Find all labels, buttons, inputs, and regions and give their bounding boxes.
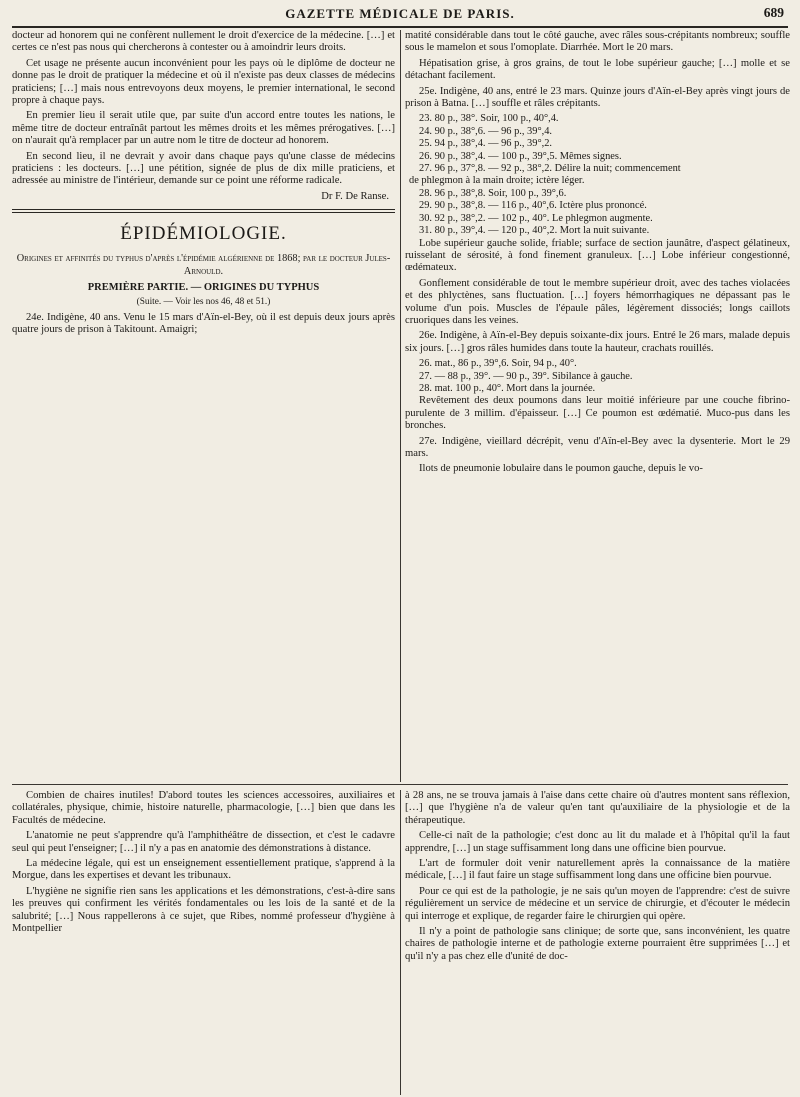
section-title: ÉPIDÉMIOLOGIE. <box>120 223 287 245</box>
paragraph: La médecine légale, qui est un enseignement essentiellement pratique, s'apprend à la Morgue, dans les expertises et devant les tribunaux. <box>12 858 395 882</box>
paragraph: 27e. Indigène, vieillard décrépit, venu d'Aïn-el-Bey avec la dysenterie. Mort le 29 mars. <box>405 435 790 459</box>
data-line: 26. mat., 86 p., 39°,6. Soir, 94 p., 40°. <box>419 358 577 370</box>
observation-data-26 <box>405 358 790 395</box>
paragraph: docteur ad honorem qui ne confèrent nullement le droit d'exercice de la médecine. […] et certes ce n'est pas nous qui chercherons à contester ou à amoindrir leurs droits. <box>12 30 395 54</box>
page-header <box>12 2 788 28</box>
column-divider <box>400 790 401 1095</box>
paragraph: Il n'y a point de pathologie sans clinique; de sorte que, sans inconvénient, les quatre chaires de pathologie interne et de pathologie externe pourraient être supprimées […] et qu'il n'y a pas chez elle d'unité de doc- <box>405 926 790 962</box>
paragraph: L'hygiène ne signifie rien sans les applications et les démonstrations, c'est-à-dire sans les preuves qui confirment les vérités fondamentales ou les lois de la santé et de la salubrité; […] Nous rappellerons à ce sujet, que Ribes, nommé professeur d'hygiène à Montpellier <box>12 885 395 935</box>
paragraph: à 28 ans, ne se trouva jamais à l'aise dans cette chaire où d'autres montent sans réflexion, […] que l'hygiène n'a de valeur qu'en tant qu'auxiliaire de la physiologie et de la thérapeutique. <box>405 790 790 826</box>
paragraph: Pour ce qui est de la pathologie, je ne sais qu'un moyen de l'apprendre: c'est de suivre régulièrement un service de médecine et un service de chirurgie, et d'écouter le médecin qui interroge et explique, de regarder faire le chirurgien qui opère. <box>405 885 790 922</box>
data-line: 26. 90 p., 38°,4. — 100 p., 39°,5. Mêmes signes. <box>419 150 622 162</box>
data-line: 28. 96 p., 38°,8. Soir, 100 p., 39°,6. <box>419 187 567 199</box>
data-line: 23. 80 p., 38°. Soir, 100 p., 40°,4. <box>419 113 559 125</box>
paragraph: Ilots de pneumonie lobulaire dans le poumon gauche, depuis le vo- <box>419 463 703 475</box>
paragraph: Lobe supérieur gauche solide, friable; surface de section jaunâtre, d'aspect gélatineux, ruisselant de sérosité, à fond finement granuleux. […] Lobe inférieur congestionné, œdémateux. <box>405 237 790 274</box>
column-3 <box>12 790 395 1095</box>
paragraph: Hépatisation grise, à gros grains, de tout le lobe supérieur gauche; […] molle et se détachant facilement. <box>405 57 790 82</box>
data-line: 31. 80 p., 39°,4. — 120 p., 40°,2. Mort la nuit suivante. <box>419 225 650 237</box>
column-divider <box>400 30 401 782</box>
continuation-note: (Suite. — Voir les nos 46, 48 et 51.) <box>136 296 271 307</box>
paragraph: 25e. Indigène, 40 ans, entré le 23 mars. Quinze jours d'Aïn-el-Bey après vingt jours de prison à Batna. […] souffle et râles crépitants. <box>405 85 790 110</box>
observation-data-25 <box>405 113 790 237</box>
paragraph: L'anatomie ne peut s'apprendre qu'à l'amphithéâtre de dissection, et c'est le cadavre seul qui peut l'enseigner; […] il n'y a pas en anatomie des démonstrations à distance. <box>12 830 395 854</box>
paragraph: En second lieu, il ne devrait y avoir dans chaque pays qu'une classe de médecins praticiens : les docteurs. […] une pétition, signée de plus de dix mille praticiens, et adressée au ministre de l'intérieur, demande sur ce point une réforme radicale. <box>12 150 395 187</box>
page-number: 689 <box>763 5 784 20</box>
column-4 <box>405 790 790 1095</box>
data-line: 28. mat. 100 p., 40°. Mort dans la journée. <box>419 382 596 394</box>
paragraph: 24e. Indigène, 40 ans. Venu le 15 mars d'Aïn-el-Bey, où il est depuis deux jours après quatre jours de prison à Takitount. Amaigri; <box>12 311 395 336</box>
paragraph: 26e. Indigène, à Aïn-el-Bey depuis soixante-dix jours. Entré le 26 mars, malade depuis six jours. […] gros râles humides dans toute la hauteur, crachats rouillés. <box>405 330 790 354</box>
data-line: 24. 90 p., 38°,6. — 96 p., 39°,4. <box>419 125 552 137</box>
article-title: Origines et affinités du typhus d'après l'épidémie algérienne de 1868; par le docteur Jules-Arnould. <box>16 253 391 277</box>
column-2 <box>405 30 790 780</box>
signature: Dr F. De Ranse. <box>321 190 389 202</box>
data-line: 27. 96 p., 37°,8. — 92 p., 38°,2. Délire la nuit; commencement <box>419 163 681 175</box>
paragraph: Celle-ci naît de la pathologie; c'est donc au lit du malade et à l'hôpital qu'il la faut apprendre, […] un stage suffisamment long dans une officine bien pourvue. <box>405 830 790 854</box>
paragraph: Combien de chaires inutiles! D'abord toutes les sciences accessoires, auxiliaires et collatérales, physique, chimie, histoire naturelle, pharmacologie, […] bien que dans les Facultés de médecine. <box>12 790 395 826</box>
journal-title: GAZETTE MÉDICALE DE PARIS. <box>285 6 515 21</box>
section-rule <box>12 209 395 213</box>
paragraph: Gonflement considérable de tout le membre supérieur droit, avec des taches violacées et des phlyctènes, sans fluctuation. […] foyers hémorrhagiques ne dépassant pas le volume d'un pois. Muscles de l'épaule pâles, légèrement dissociés; longs caillots cruoriques dans les veines. <box>405 277 790 326</box>
column-1 <box>12 30 395 780</box>
data-line: 30. 92 p., 38°,2. — 102 p., 40°. Le phlegmon augmente. <box>419 212 653 224</box>
paragraph: Revêtement des deux poumons dans leur moitié inférieure par une couche fibrino-purulente de 3 millim. d'épaisseur. […] Ce poumon est œdématié. Muco-pus dans les bronches. <box>405 395 790 432</box>
feuilleton-rule <box>12 784 788 785</box>
data-line: de phlegmon à la main droite; ictère léger. <box>409 175 585 187</box>
paragraph: En premier lieu il serait utile que, par suite d'un accord entre toutes les nations, le même titre de docteur entraînât partout les mêmes droits et les mêmes prérogatives. […] on n'aurait qu'à remplacer par un autre nom le titre de docteur ad honorem. <box>12 110 395 147</box>
paragraph: L'art de formuler doit venir naturellement après la connaissance de la matière médicale, […] il faut faire un stage suffisamment long dans une officine bien pourvue. <box>405 858 790 882</box>
paragraph: matité considérable dans tout le côté gauche, avec râles sous-crépitants nombreux; souffle sous le mamelon et sous l'omoplate. Diarrhée. Mort le 20 mars. <box>405 30 790 54</box>
data-line: 29. 90 p., 38°,8. — 116 p., 40°,6. Ictère plus prononcé. <box>419 200 647 212</box>
data-line: 25. 94 p., 38°,4. — 96 p., 39°,2. <box>419 138 552 150</box>
paragraph: Cet usage ne présente aucun inconvénient pour les pays où le diplôme de docteur ne donne pas le droit de pratiquer la médecine et où il n'existe pas deux classes de médecins praticiens; […] mais nous entrevoyons deux moyens, le premier international, le second propre à chaque pays. <box>12 57 395 107</box>
part-title: PREMIÈRE PARTIE. — ORIGINES DU TYPHUS <box>87 282 320 294</box>
data-line: 27. — 88 p., 39°. — 90 p., 39°. Sibilance à gauche. <box>419 370 633 382</box>
